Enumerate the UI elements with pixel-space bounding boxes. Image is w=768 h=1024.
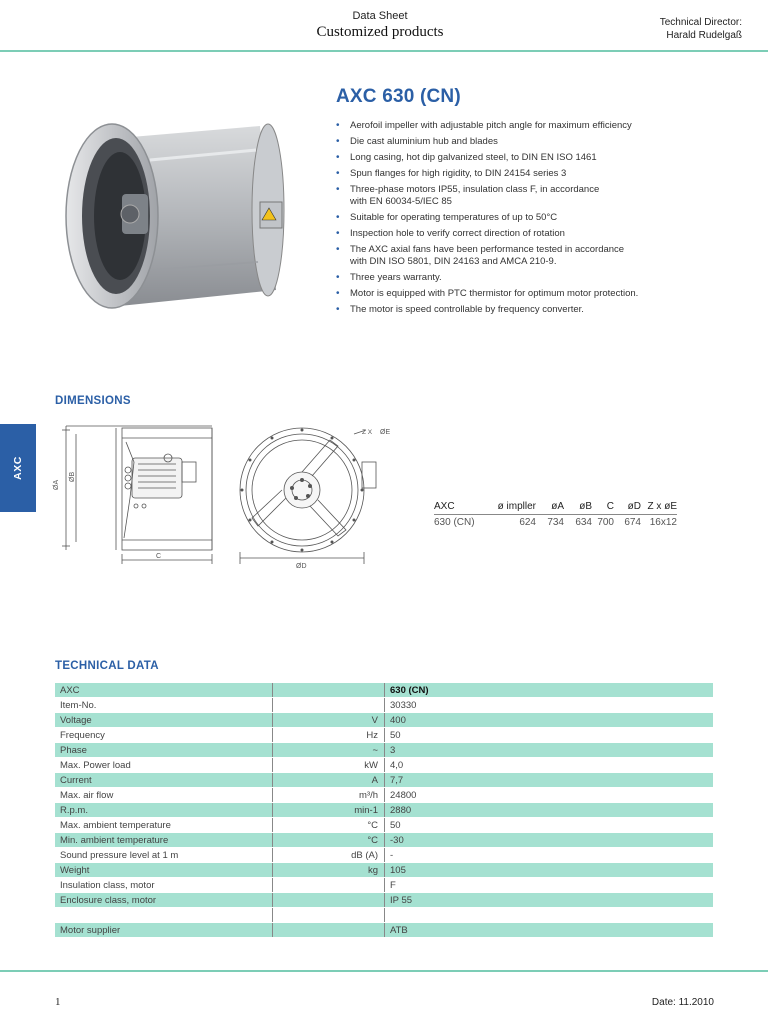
bullet-icon: • [336,212,340,223]
technical-title: TECHNICAL DATA [55,660,159,672]
dim-label-e: ØE [380,429,391,436]
dim-header-cell: C [592,501,614,515]
table-row [55,878,713,893]
dim-cell: 634 [575,517,592,528]
row-label: Frequency [55,728,273,743]
feature-text: Long casing, hot dip galvanized steel, to DIN EN ISO 1461 [350,152,597,163]
feature-text: Suitable for operating temperatures of up to 50°C [350,212,558,223]
row-value: 2880 [385,803,714,818]
dim-header-cell: øA [536,501,564,515]
bullet-icon: • [336,152,340,163]
bullet-icon: • [336,288,340,299]
row-unit: °C [273,833,385,848]
dim-cell: 630 (CN) [434,517,475,528]
dim-cell: 624 [519,517,536,528]
table-row [55,758,713,773]
footer-rule [0,970,768,972]
row-unit [273,923,385,938]
row-unit [273,908,385,923]
dim-label-c: C [156,553,162,560]
table-row [55,833,713,848]
feature-text: Three-phase motors IP55, insulation class F, in accordance [350,184,600,195]
row-label: Phase [55,743,273,758]
row-label: Insulation class, motor [55,878,273,893]
table-row [55,698,713,713]
feature-item-continued [334,256,734,268]
dimensions-data-row [434,515,677,529]
row-value: 24800 [385,788,714,803]
dim-header-cell: øD [614,501,641,515]
footer-date: Date: 11.2010 [651,997,714,1008]
table-row [55,788,713,803]
dim-header-cell: AXC [434,501,490,515]
side-tab-label: AXC [11,456,24,480]
row-label: AXC [55,683,273,698]
row-value: - [385,848,714,863]
row-label: Weight [55,863,273,878]
feature-item [334,228,734,240]
dimensions-title: DIMENSIONS [55,395,131,407]
feature-text: The motor is speed controllable by frequency converter. [350,304,584,315]
table-row [55,773,713,788]
row-label [55,908,273,923]
row-label: Max. ambient temperature [55,818,273,833]
row-value: 50 [385,818,714,833]
technical-data-table [55,683,713,938]
row-label: Voltage [55,713,273,728]
bullet-icon: • [336,120,340,131]
feature-text: Motor is equipped with PTC thermistor for optimum motor protection. [350,288,639,299]
row-label: Motor supplier [55,923,273,938]
table-row [55,923,713,938]
feature-text: Spun flanges for high rigidity, to DIN 24154 series 3 [350,168,567,179]
header-subtitle: Customized products [316,24,444,40]
table-row [55,818,713,833]
table-row [55,683,713,698]
row-value: -30 [385,833,714,848]
row-label: Current [55,773,273,788]
row-unit: min-1 [273,803,385,818]
front-view-drawing [234,420,404,570]
feature-item-continued [334,196,734,208]
row-unit: ~ [273,743,385,758]
bullet-icon: • [336,272,340,283]
bullet-icon: • [336,136,340,147]
dim-cell: 674 [624,517,641,528]
row-unit: V [273,713,385,728]
dim-cell: 700 [597,517,614,528]
feature-item [334,168,734,180]
row-label: Enclosure class, motor [55,893,273,908]
director-title: Technical Director: [659,17,742,28]
director-name: Harald Rudelgaß [666,30,742,41]
row-unit: Hz [273,728,385,743]
row-unit: A [273,773,385,788]
feature-item [334,120,734,132]
bullet-icon: • [336,228,340,239]
row-value [385,908,714,923]
row-unit: kg [273,863,385,878]
feature-text: Die cast aluminium hub and blades [350,136,498,147]
row-unit [273,698,385,713]
dim-header-cell: ø impller [490,501,536,515]
row-unit [273,683,385,698]
feature-item [334,272,734,284]
feature-item [334,184,734,196]
dim-cell: 16x12 [649,517,677,528]
row-label: Max. air flow [55,788,273,803]
table-row [55,803,713,818]
feature-text: Aerofoil impeller with adjustable pitch angle for maximum efficiency [350,120,632,131]
bullet-icon: • [336,168,340,179]
page-number: 1 [55,996,61,1008]
row-value: F [385,878,714,893]
axial-fan-photo [60,120,300,320]
row-unit: °C [273,818,385,833]
feature-text: The AXC axial fans have been performance tested in accordance [350,244,625,255]
feature-text: with EN 60034-5/IEC 85 [350,196,452,207]
dimensions-header-row [434,501,677,515]
dimensions-table [434,501,677,528]
feature-item [334,304,734,316]
row-value: 105 [385,863,714,878]
table-row [55,713,713,728]
row-unit [273,893,385,908]
row-label: Min. ambient temperature [55,833,273,848]
dim-label-b: ØB [69,471,76,482]
row-label: Max. Power load [55,758,273,773]
table-row [55,728,713,743]
header-rule [0,50,768,52]
row-value: 30330 [385,698,714,713]
bullet-icon: • [336,304,340,315]
row-unit [273,878,385,893]
row-unit: m³/h [273,788,385,803]
header-label: Data Sheet [352,10,408,22]
dim-label-a: ØA [53,479,60,490]
row-value: 50 [385,728,714,743]
row-value: IP 55 [385,893,714,908]
header-center [290,10,470,41]
row-unit: dB (A) [273,848,385,863]
table-row [55,848,713,863]
feature-item [334,152,734,164]
row-value: 7,7 [385,773,714,788]
row-value: 4,0 [385,758,714,773]
table-row [55,863,713,878]
side-tab [0,424,36,512]
product-title: AXC 630 (CN) [336,86,461,107]
table-row [55,743,713,758]
feature-item [334,244,734,256]
dim-label-d: ØD [296,563,307,570]
side-view-drawing [52,418,228,568]
feature-text: with DIN ISO 5801, DIN 24163 and AMCA 210-9. [350,256,557,267]
row-unit: kW [273,758,385,773]
row-value: ATB [385,923,714,938]
header-director [660,16,742,42]
dim-label-zx: Z X [362,429,373,436]
bullet-icon: • [336,184,340,195]
row-label: Item-No. [55,698,273,713]
table-row [55,908,713,923]
dim-header-cell: øB [564,501,592,515]
row-label: Sound pressure level at 1 m [55,848,273,863]
row-value: 630 (CN) [385,683,714,698]
dim-cell: 734 [547,517,564,528]
bullet-icon: • [336,244,340,255]
feature-item [334,212,734,224]
feature-text: Three years warranty. [350,272,442,283]
feature-item [334,136,734,148]
feature-text: Inspection hole to verify correct direction of rotation [350,228,565,239]
row-value: 3 [385,743,714,758]
feature-item [334,288,734,300]
dim-header-cell: Z x øE [641,501,677,515]
feature-list [334,120,734,320]
table-row [55,893,713,908]
row-value: 400 [385,713,714,728]
row-label: R.p.m. [55,803,273,818]
